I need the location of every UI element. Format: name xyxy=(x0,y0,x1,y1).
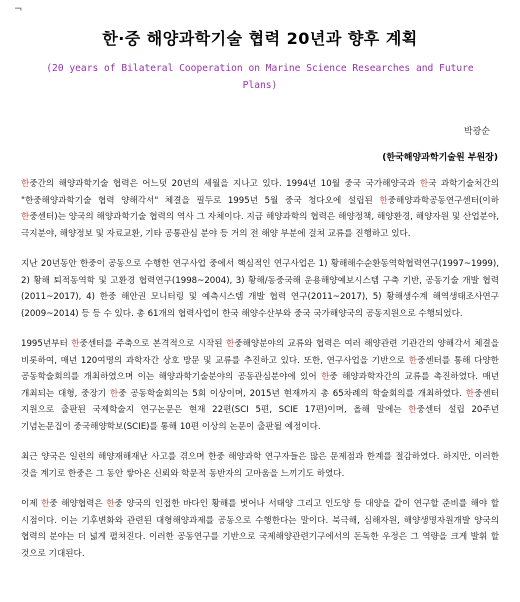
paragraph-2: 지난 20년동안 한중이 공동으로 수행한 연구사업 중에서 핵심적인 연구사업은 1) 황해해수순환동역학협력연구(1997~1999), 2) 황해 퇴적동역학 및 고환경 협력연구(1998~2004), 3) 황해/동중국해 운용해양예보시스템 구축 기반, 공동기술 개발 협력(2011~2017), 4) 한중 해안권 모니터링 및 예측시스템 개발 협력 연구(2011~2017), 5) 황해생수계 해역생태조사연구(2009~2014) 등 등 수 있다. 총 61개의 협력사업이 한국 해양수산부와 중국 국가해양국의 공동지원으로 수행되었다. xyxy=(21,259,499,319)
paragraph-text: 국 과학기술처간의 "한중해양과학기술 협력 양해각서" 체결을 필두로 1995년 5월 중국 청다오에 설립된 xyxy=(21,179,499,206)
paragraph-text: 중센터 지원으로 출판된 국제학술지 연구논문은 현재 22편(SCI 5편, SCIE 17편)이며, 올해 말에는 xyxy=(21,388,499,415)
highlight-han: 한 xyxy=(226,339,235,349)
paragraph-text: 중 해양과학자간의 교류를 촉진하였다. 매년 개최되는 대형, 중장기 xyxy=(21,372,499,399)
paragraph-5 xyxy=(21,496,499,562)
paragraph-text: 중센터를 주축으로 본격적으로 시작된 xyxy=(79,339,227,349)
highlight-han: 한 xyxy=(379,195,388,206)
paragraph-text: 1995년부터 xyxy=(21,339,72,349)
highlight-han: 한 xyxy=(21,179,30,189)
highlight-han: 한 xyxy=(71,339,80,349)
paragraph-text: 중간의 해양과학기술 협력은 어느덧 20년의 세월을 지나고 있다. 1994년 10월 중국 국가해양국과 xyxy=(29,179,420,189)
highlight-han: 한 xyxy=(408,355,417,366)
paragraph-text: 중해양과학공동연구센터(이하 xyxy=(387,195,499,206)
paragraph-text: 중센터를 통해 다양한 공동학술회의를 개최하였으며 이는 해양과학기술분야의 공동관심분야에 있어 xyxy=(21,355,499,382)
document-title: 한·중 해양과학기술 협력 20년과 향후 계획 xyxy=(102,29,418,48)
document-subtitle: (20 years of Bilateral Cooperation on Marine Science Researches and Future Plans) xyxy=(46,63,474,91)
highlight-han: 한 xyxy=(408,405,417,415)
corner-mark: ¬ xyxy=(14,4,23,15)
highlight-han: 한 xyxy=(106,499,115,509)
paragraph-1 xyxy=(21,176,499,242)
paragraph-text: 중 공동학술회의는 5회 이상이며, 2015년 현재까지 총 65차례의 학술회의를 개최하였다. xyxy=(118,388,466,399)
highlight-han: 한 xyxy=(321,372,330,382)
highlight-han: 한 xyxy=(465,388,475,399)
paragraph-text: 중해양분야의 교류와 협력은 여러 해양관련 기관간의 양해각서 체결을 비롯하여, 매년 120여명의 과학자간 상호 방문 및 교류를 추진하고 있다. 또한, 연구사업을 기반으로 xyxy=(21,339,499,366)
paragraph-3 xyxy=(21,336,499,435)
paragraph-text: 중 양국의 인접한 바다인 황해를 벗어나 서태양 그리고 인도양 등 대양을 같이 연구할 준비를 해야 할 시점이다. 이는 기후변화와 관련된 대형해양과제를 공동으로 수행한다는 말이다. 북극해, 심해자원, 해양생명자원개발 양국의 협력의 분야는 더 넓게 펼쳐진다. 이러한 공동연구를 기반으로 국제해양관련기구에서의 돈독한 우정은 그 역량을 크게 발휘 할 것으로 기대된다. xyxy=(21,499,499,559)
highlight-han: 한 xyxy=(41,499,50,509)
paragraph-text: 중 해양협력은 xyxy=(49,499,107,509)
paragraph-text: 중센터)는 양국의 해양과학기술 협력의 역사 그 자체이다. 지금 해양과학의 협력은 해양정책, 해양환경, 해양자원 및 산업분야, 극지분야, 해양정보 및 자료교환, 기타 공통관심 분야 등 거의 전 해양 부분에 걸쳐 교류를 진행하고 있다. xyxy=(21,212,499,239)
paragraph-4: 최근 양국은 일련의 해양재해재난 사고를 겪으며 한중 해양과학 연구자들은 많은 문제점과 한계를 절감하였다. 하지만, 이러한 것을 계기로 한중은 그 동안 쌓아온 신뢰와 학문적 동반자의 고마움을 느끼기도 하였다. xyxy=(21,452,499,479)
highlight-han: 한 xyxy=(419,179,429,189)
author-affiliation: (한국해양과학기술원 부원장) xyxy=(382,153,498,163)
highlight-han: 한 xyxy=(109,388,119,399)
highlight-han: 한 xyxy=(21,212,30,222)
author-name: 박광순 xyxy=(463,127,490,137)
paragraph-text: 이제 xyxy=(21,499,42,509)
article-body xyxy=(21,176,499,576)
paragraph-text: 중센터 설립 20주년 기념논문집이 중국해양학보(SCIE)를 통해 10편 이상의 논문이 출판될 예정이다. xyxy=(21,405,499,432)
